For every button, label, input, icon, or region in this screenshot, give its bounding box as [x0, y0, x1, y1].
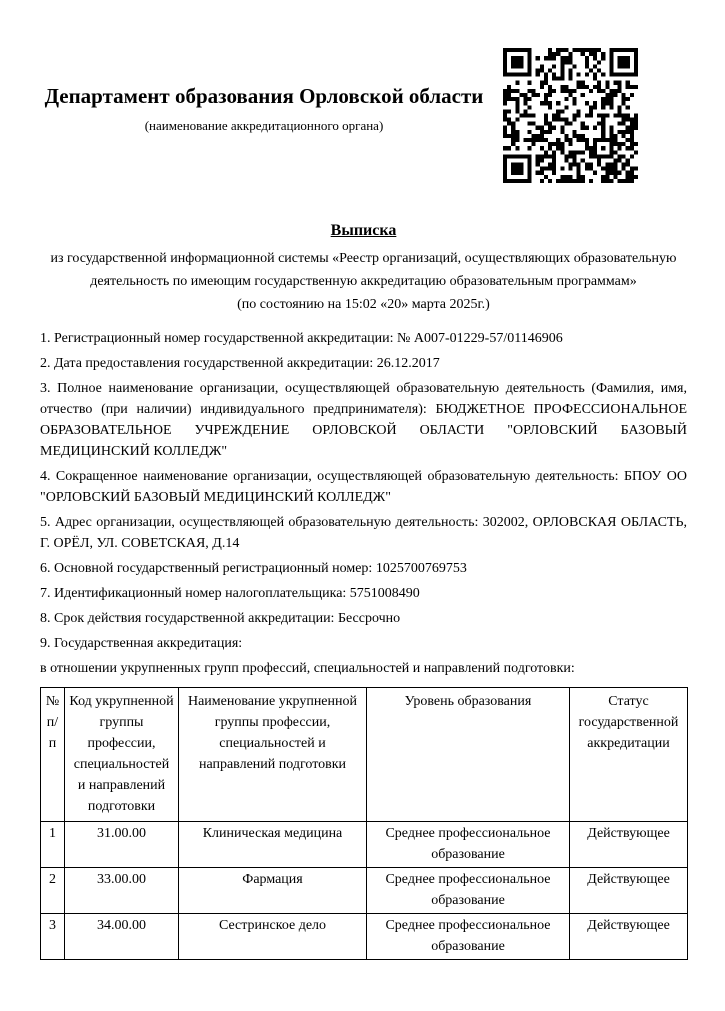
accreditation-authority-block — [40, 83, 488, 134]
item-short-organization-name: 4. Сокращенное наименование организации, осуществляющей образовательную деятельность: БПОУ ОО "ОРЛОВСКИЙ БАЗОВЫЙ МЕДИЦИНСКИЙ КОЛЛЕДЖ" — [40, 469, 687, 505]
table-cell-group-name: Клиническая медицина — [179, 822, 367, 868]
table-header-cell-education-level: Уровень образования — [367, 688, 570, 822]
as-of-date-line: (по состоянию на 15:02 «20» марта 2025г.) — [237, 297, 490, 312]
table-header-cell-group-name: Наименование укрупненной группы профессии, специальностей и направлений подготовки — [179, 688, 367, 822]
table-row — [41, 868, 688, 914]
accreditation-authority-name: Департамент образования Орловской области — [44, 84, 484, 108]
table-cell-status: Действующее — [570, 868, 688, 914]
item-inn: 7. Идентификационный номер налогоплательщика: 5751008490 — [40, 586, 420, 601]
document-subtitle: из государственной информационной системы «Реестр организаций, осуществляющих образовательную деятельность по имеющим государственную аккредитацию образовательным программам» — [50, 251, 677, 289]
item-full-organization-name: 3. Полное наименование организации, осуществляющей образовательную деятельность (Фамилия, имя, отчество (при наличии) индивидуального предпринимателя): БЮДЖЕТНОЕ ПРОФЕССИОНАЛЬНОЕ ОБРАЗОВАТЕЛЬНОЕ УЧРЕЖДЕНИЕ ОРЛОВСКОЙ ОБЛАСТИ "ОРЛОВСКИЙ БАЗОВЫЙ МЕДИЦИНСКИЙ КОЛЛЕДЖ" — [40, 381, 687, 459]
table-cell-education-level: Среднее профессиональное образование — [367, 914, 570, 960]
qr-code-icon — [503, 48, 638, 183]
item-validity-period: 8. Срок действия государственной аккредитации: Бессрочно — [40, 611, 401, 626]
table-row — [41, 914, 688, 960]
table-cell-group-name: Фармация — [179, 868, 367, 914]
table-cell-number: 3 — [41, 914, 65, 960]
table-cell-group-name: Сестринское дело — [179, 914, 367, 960]
table-row — [41, 822, 688, 868]
table-header-row — [41, 688, 688, 822]
table-cell-status: Действующее — [570, 822, 688, 868]
table-header-cell-status: Статус государственной аккредитации — [570, 688, 688, 822]
item-organization-address: 5. Адрес организации, осуществляющей образовательную деятельность: 302002, ОРЛОВСКАЯ ОБЛАСТЬ, Г. ОРЁЛ, УЛ. СОВЕТСКАЯ, Д.14 — [40, 515, 687, 551]
item-accreditation-date: 2. Дата предоставления государственной аккредитации: 26.12.2017 — [40, 356, 440, 371]
table-cell-group-code: 34.00.00 — [65, 914, 179, 960]
accreditation-table — [40, 687, 688, 960]
table-cell-education-level: Среднее профессиональное образование — [367, 822, 570, 868]
table-cell-number: 2 — [41, 868, 65, 914]
table-header-cell-number: № п/п — [41, 688, 65, 822]
table-cell-status: Действующее — [570, 914, 688, 960]
table-cell-education-level: Среднее профессиональное образование — [367, 868, 570, 914]
item-state-accreditation: 9. Государственная аккредитация: — [40, 636, 243, 651]
table-cell-group-code: 33.00.00 — [65, 868, 179, 914]
table-cell-group-code: 31.00.00 — [65, 822, 179, 868]
table-cell-number: 1 — [41, 822, 65, 868]
table-header-cell-group-code: Код укрупненной группы профессии, специальностей и направлений подготовки — [65, 688, 179, 822]
accreditation-authority-caption: (наименование аккредитационного органа) — [144, 118, 384, 133]
item-ogrn: 6. Основной государственный регистрационный номер: 1025700769753 — [40, 561, 467, 576]
document-title: Выписка — [330, 222, 397, 239]
scope-line: в отношении укрупненных групп профессий, специальностей и направлений подготовки: — [40, 661, 575, 676]
item-registration-number: 1. Регистрационный номер государственной аккредитации: № А007-01229-57/01146906 — [40, 331, 563, 346]
numbered-items — [40, 328, 687, 679]
